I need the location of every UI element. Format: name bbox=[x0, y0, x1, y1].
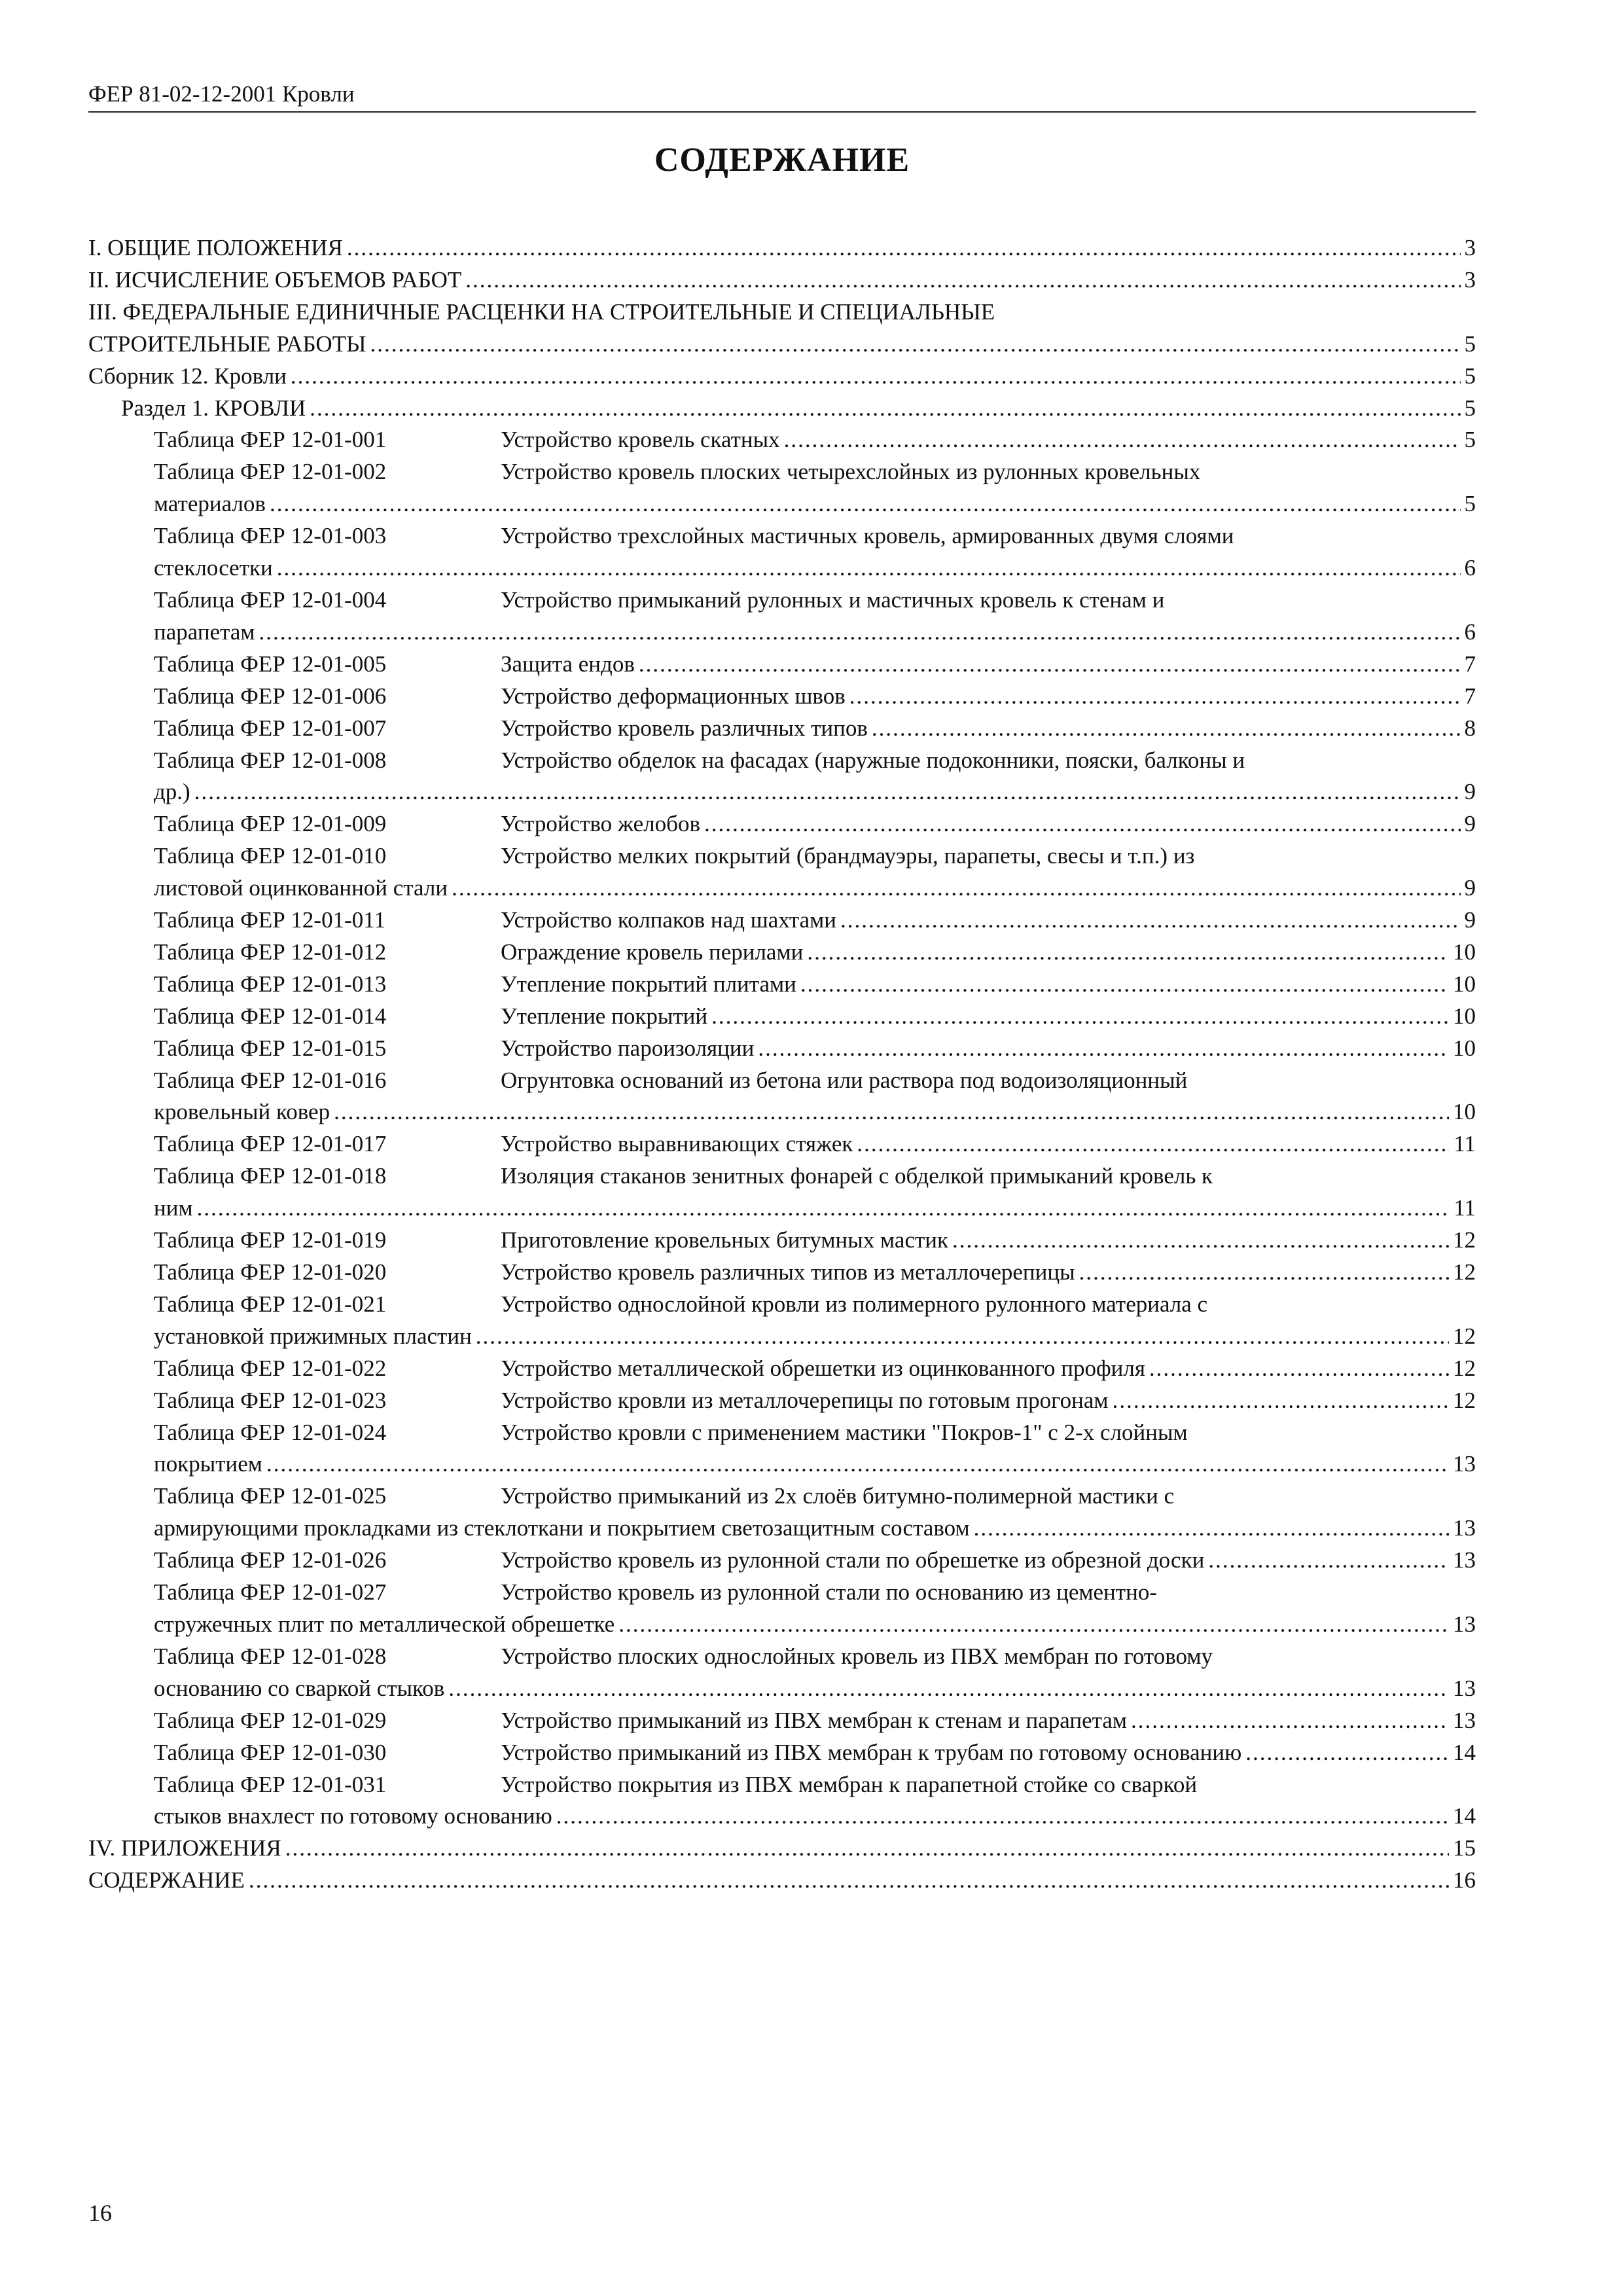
table-title: Устройство однослойной кровли из полимерного рулонного материала с bbox=[501, 1291, 1208, 1317]
toc-entry-last-line bbox=[154, 552, 1476, 584]
dot-leader bbox=[259, 617, 1461, 649]
table-code: Таблица ФЕР 12-01-022 bbox=[154, 1355, 387, 1381]
dot-leader bbox=[370, 329, 1461, 361]
toc-entry-last-line bbox=[154, 1801, 1476, 1833]
table-title: Устройство кровель плоских четырехслойных из рулонных кровельных bbox=[501, 459, 1201, 485]
toc-page-number: 14 bbox=[1453, 1739, 1476, 1765]
dot-leader bbox=[704, 808, 1461, 840]
dot-leader bbox=[1079, 1257, 1449, 1289]
dot-leader bbox=[465, 264, 1460, 296]
toc-entry-label: I. ОБЩИЕ ПОЛОЖЕНИЯ bbox=[88, 235, 343, 260]
table-code: Таблица ФЕР 12-01-019 bbox=[154, 1227, 387, 1253]
toc-entry-line bbox=[154, 1128, 1476, 1160]
toc-page-number: 3 bbox=[1464, 235, 1476, 260]
table-code: Таблица ФЕР 12-01-029 bbox=[154, 1707, 387, 1733]
table-code: Таблица ФЕР 12-01-021 bbox=[154, 1291, 387, 1317]
toc-page-number: 7 bbox=[1464, 651, 1476, 677]
toc-entry-table[interactable] bbox=[154, 1480, 1476, 1545]
table-code: Таблица ФЕР 12-01-006 bbox=[154, 683, 387, 709]
toc-entry-line bbox=[154, 424, 1476, 456]
toc-entry-label: Раздел 1. КРОВЛИ bbox=[121, 395, 306, 421]
toc-entry-label bbox=[154, 1545, 1204, 1577]
table-title: Устройство металлической обрешетки из оцинкованного профиля bbox=[501, 1355, 1145, 1381]
table-title: Устройство кровель из рулонной стали по основанию из цементно- bbox=[501, 1579, 1157, 1605]
dot-leader bbox=[266, 1448, 1449, 1480]
toc-entry-label: II. ИСЧИСЛЕНИЕ ОБЪЕМОВ РАБОТ bbox=[88, 266, 462, 293]
toc-entry-first-line bbox=[154, 1417, 1476, 1449]
toc-page-number: 3 bbox=[1464, 266, 1476, 293]
table-code: Таблица ФЕР 12-01-007 bbox=[154, 715, 387, 741]
table-code: Таблица ФЕР 12-01-014 bbox=[154, 1003, 387, 1029]
table-title: Устройство кровель скатных bbox=[501, 427, 780, 453]
toc-entry-label bbox=[154, 1257, 1075, 1289]
toc-page-number: 10 bbox=[1453, 1035, 1476, 1061]
toc-entry-table[interactable] bbox=[154, 1033, 1476, 1065]
toc-entry-last-line bbox=[154, 1513, 1476, 1545]
toc-entry-label bbox=[154, 1705, 1127, 1737]
table-title: Устройство примыканий из ПВХ мембран к трубам по готовому основанию bbox=[501, 1739, 1242, 1765]
toc-entry-label bbox=[154, 1737, 1241, 1769]
table-code: Таблица ФЕР 12-01-009 bbox=[154, 811, 387, 837]
table-title: Устройство кровель различных типов bbox=[501, 715, 868, 741]
toc-entry-label bbox=[154, 905, 836, 937]
toc-entry-first-line bbox=[154, 1160, 1476, 1193]
toc-entry-first-line bbox=[154, 456, 1476, 488]
toc-entry-table[interactable] bbox=[154, 1545, 1476, 1577]
dot-leader bbox=[849, 681, 1461, 713]
table-title: Устройство примыканий из ПВХ мембран к стенам и парапетам bbox=[501, 1707, 1128, 1733]
toc-page-number: 12 bbox=[1453, 1387, 1476, 1413]
toc-page-number: 13 bbox=[1453, 1515, 1476, 1541]
toc-entry-table[interactable] bbox=[154, 713, 1476, 745]
toc-page-number: 13 bbox=[1453, 1451, 1476, 1477]
toc-page-number: 13 bbox=[1453, 1547, 1476, 1573]
table-title-continued: стеклосетки bbox=[154, 555, 273, 581]
table-code: Таблица ФЕР 12-01-016 bbox=[154, 1067, 387, 1093]
toc-entry-first-line bbox=[154, 1289, 1476, 1321]
dot-leader bbox=[285, 1833, 1449, 1865]
toc-entry-table[interactable] bbox=[154, 1001, 1476, 1033]
table-title-continued: кровельный ковер bbox=[154, 1099, 330, 1125]
toc-entry-table[interactable] bbox=[154, 1417, 1476, 1481]
table-title-continued: основанию со сваркой стыков bbox=[154, 1675, 445, 1701]
table-title-continued: ним bbox=[154, 1195, 193, 1221]
table-title-continued: др.) bbox=[154, 779, 190, 805]
toc-page-number: 5 bbox=[1464, 331, 1476, 357]
table-title: Устройство трехслойных мастичных кровель, армированных двумя слоями bbox=[501, 523, 1234, 549]
toc-page-number: 13 bbox=[1453, 1707, 1476, 1733]
toc-entry-last-line bbox=[154, 617, 1476, 649]
toc-entry-first-line bbox=[154, 745, 1476, 777]
dot-leader bbox=[974, 1513, 1449, 1545]
table-title: Устройство кровли с применением мастики "Покров-1" с 2-х слойным bbox=[501, 1419, 1188, 1445]
toc-entry-table[interactable] bbox=[154, 1289, 1476, 1353]
table-code: Таблица ФЕР 12-01-023 bbox=[154, 1387, 387, 1413]
toc-entry-label bbox=[154, 808, 700, 840]
table-code: Таблица ФЕР 12-01-030 bbox=[154, 1739, 387, 1765]
toc-entry-first-line bbox=[154, 1769, 1476, 1801]
toc-page-number: 6 bbox=[1464, 619, 1476, 645]
toc-entry-label: Сборник 12. Кровли bbox=[88, 363, 287, 389]
toc-page-number: 11 bbox=[1454, 1131, 1476, 1157]
dot-leader bbox=[784, 424, 1461, 456]
table-of-contents bbox=[88, 232, 1476, 1897]
dot-leader bbox=[1131, 1705, 1449, 1737]
table-title: Утепление покрытий плитами bbox=[501, 971, 796, 997]
toc-page-number: 8 bbox=[1464, 715, 1476, 741]
toc-page-number: 9 bbox=[1464, 811, 1476, 837]
page-title: СОДЕРЖАНИЕ bbox=[654, 141, 910, 179]
table-title-continued: армирующими прокладками из стеклоткани и покрытием светозащитным составом bbox=[154, 1515, 970, 1541]
toc-page-number: 9 bbox=[1464, 875, 1476, 901]
toc-entry-line bbox=[154, 1257, 1476, 1289]
toc-entry-table[interactable] bbox=[154, 1353, 1476, 1385]
table-title: Утепление покрытий bbox=[501, 1003, 708, 1029]
toc-entry-table[interactable] bbox=[154, 1225, 1476, 1257]
toc-entry-table[interactable] bbox=[154, 424, 1476, 456]
toc-entry-first-line bbox=[154, 1641, 1476, 1673]
table-code: Таблица ФЕР 12-01-018 bbox=[154, 1163, 387, 1189]
toc-entry-table[interactable] bbox=[154, 808, 1476, 840]
toc-entry-label bbox=[154, 969, 796, 1001]
dot-leader bbox=[277, 552, 1461, 584]
toc-entry-table[interactable] bbox=[154, 1385, 1476, 1417]
table-code: Таблица ФЕР 12-01-026 bbox=[154, 1547, 387, 1573]
dot-leader bbox=[448, 1673, 1449, 1705]
toc-page-number: 11 bbox=[1454, 1195, 1476, 1221]
toc-entry-label bbox=[154, 1033, 754, 1065]
toc-tables-list bbox=[88, 424, 1476, 1833]
running-header: ФЕР 81-02-12-2001 Кровли bbox=[88, 77, 1476, 113]
toc-entry-table[interactable] bbox=[154, 905, 1476, 937]
dot-leader bbox=[800, 969, 1449, 1001]
table-title: Устройство плоских однослойных кровель из ПВХ мембран по готовому bbox=[501, 1643, 1213, 1669]
toc-entry-first-line bbox=[154, 1480, 1476, 1513]
table-title: Устройство примыканий рулонных и мастичных кровель к стенам и bbox=[501, 586, 1165, 613]
toc-page-number: 9 bbox=[1464, 907, 1476, 933]
toc-entry-line bbox=[154, 969, 1476, 1001]
toc-entry-label: СОДЕРЖАНИЕ bbox=[88, 1867, 245, 1893]
toc-entry-line bbox=[154, 1545, 1476, 1577]
dot-leader bbox=[452, 872, 1460, 905]
toc-page-number: 12 bbox=[1453, 1227, 1476, 1253]
table-title: Устройство выравнивающих стяжек bbox=[501, 1131, 853, 1157]
toc-entry-last-line bbox=[154, 488, 1476, 520]
table-code: Таблица ФЕР 12-01-013 bbox=[154, 971, 387, 997]
toc-page-number: 9 bbox=[1464, 779, 1476, 805]
dot-leader bbox=[840, 905, 1460, 937]
toc-entry-table[interactable] bbox=[154, 1160, 1476, 1225]
toc-entry-first-line bbox=[154, 1577, 1476, 1609]
table-title: Устройство кровли из металлочерепицы по готовым прогонам bbox=[501, 1387, 1109, 1413]
table-code: Таблица ФЕР 12-01-027 bbox=[154, 1579, 387, 1605]
toc-entry-table[interactable] bbox=[154, 1641, 1476, 1705]
toc-entry-label bbox=[154, 1353, 1145, 1385]
table-code: Таблица ФЕР 12-01-003 bbox=[154, 523, 387, 549]
dot-leader bbox=[476, 1321, 1449, 1353]
toc-page-number: 13 bbox=[1453, 1675, 1476, 1701]
table-title: Устройство желобов bbox=[501, 811, 700, 837]
table-code: Таблица ФЕР 12-01-024 bbox=[154, 1419, 387, 1445]
toc-entry-section-2[interactable] bbox=[88, 264, 1476, 296]
toc-entry-table[interactable] bbox=[154, 937, 1476, 969]
toc-entry-label-top: III. ФЕДЕРАЛЬНЫЕ ЕДИНИЧНЫЕ РАСЦЕНКИ НА СТРОИТЕЛЬНЫЕ И СПЕЦИАЛЬНЫЕ bbox=[88, 298, 995, 325]
table-title: Защита ендов bbox=[501, 651, 635, 677]
toc-entry-label bbox=[154, 713, 868, 745]
toc-entry-label bbox=[154, 424, 780, 456]
table-title: Устройство обделок на фасадах (наружные подоконники, пояски, балконы и bbox=[501, 747, 1245, 773]
table-title: Изоляция стаканов зенитных фонарей с обделкой примыканий кровель к bbox=[501, 1163, 1213, 1189]
table-title: Устройство кровель различных типов из металлочерепицы bbox=[501, 1259, 1075, 1285]
dot-leader bbox=[194, 776, 1461, 808]
toc-entry-table[interactable] bbox=[154, 1065, 1476, 1129]
toc-entry-line bbox=[154, 1353, 1476, 1385]
table-code: Таблица ФЕР 12-01-011 bbox=[154, 907, 385, 933]
toc-entry-table[interactable] bbox=[154, 1128, 1476, 1160]
toc-page-number: 5 bbox=[1464, 427, 1476, 453]
toc-entry-table[interactable] bbox=[154, 1737, 1476, 1769]
toc-entry-table[interactable] bbox=[154, 520, 1476, 584]
dot-leader bbox=[197, 1193, 1450, 1225]
toc-entry-first-line bbox=[154, 584, 1476, 617]
table-code: Таблица ФЕР 12-01-004 bbox=[154, 586, 387, 613]
table-title: Огрунтовка оснований из бетона или раствора под водоизоляционный bbox=[501, 1067, 1188, 1093]
dot-leader bbox=[872, 713, 1461, 745]
toc-entry-last-line bbox=[154, 1096, 1476, 1128]
toc-entry-section-1[interactable] bbox=[88, 232, 1476, 264]
page-number: 16 bbox=[88, 2200, 112, 2226]
toc-entry-label bbox=[154, 1128, 853, 1160]
table-code: Таблица ФЕР 12-01-028 bbox=[154, 1643, 387, 1669]
toc-entry-appendices[interactable] bbox=[88, 1833, 1476, 1865]
table-code: Таблица ФЕР 12-01-012 bbox=[154, 939, 387, 965]
table-title-continued: парапетам bbox=[154, 619, 255, 645]
table-title-continued: установкой прижимных пластин bbox=[154, 1323, 472, 1349]
toc-entry-table[interactable] bbox=[154, 1705, 1476, 1737]
toc-page-number: 10 bbox=[1453, 1099, 1476, 1125]
table-title: Устройство кровель из рулонной стали по обрешетке из обрезной доски bbox=[501, 1547, 1205, 1573]
toc-page-number: 15 bbox=[1453, 1835, 1476, 1861]
toc-page-number: 14 bbox=[1453, 1803, 1476, 1829]
toc-entry-table[interactable] bbox=[154, 1577, 1476, 1641]
toc-entry-line bbox=[154, 1225, 1476, 1257]
dot-leader bbox=[556, 1801, 1449, 1833]
toc-entry-last-line bbox=[154, 1193, 1476, 1225]
toc-page-number: 6 bbox=[1464, 555, 1476, 581]
toc-entry-line bbox=[154, 681, 1476, 713]
toc-entry-line bbox=[154, 937, 1476, 969]
toc-entry-label bbox=[154, 1385, 1109, 1417]
toc-entry-label bbox=[154, 649, 635, 681]
dot-leader bbox=[807, 937, 1449, 969]
table-title: Устройство покрытия из ПВХ мембран к парапетной стойке со сваркой bbox=[501, 1771, 1198, 1797]
toc-entry-table[interactable] bbox=[154, 456, 1476, 520]
table-code: Таблица ФЕР 12-01-005 bbox=[154, 651, 387, 677]
toc-page-number: 7 bbox=[1464, 683, 1476, 709]
toc-entry-line bbox=[154, 1705, 1476, 1737]
table-code: Таблица ФЕР 12-01-008 bbox=[154, 747, 387, 773]
toc-entry-label bbox=[154, 1001, 707, 1033]
toc-page-number: 10 bbox=[1453, 1003, 1476, 1029]
toc-entry-section-3[interactable] bbox=[88, 296, 1476, 361]
toc-entry-last-line bbox=[154, 776, 1476, 808]
toc-entry-label bbox=[154, 681, 846, 713]
dot-leader bbox=[1149, 1353, 1449, 1385]
toc-entry-line bbox=[154, 1737, 1476, 1769]
table-code: Таблица ФЕР 12-01-015 bbox=[154, 1035, 387, 1061]
toc-entry-label bbox=[154, 1225, 948, 1257]
toc-entry-table[interactable] bbox=[154, 840, 1476, 905]
toc-entry-label: СТРОИТЕЛЬНЫЕ РАБОТЫ bbox=[88, 331, 366, 357]
toc-entry-line bbox=[154, 1033, 1476, 1065]
table-code: Таблица ФЕР 12-01-010 bbox=[154, 843, 387, 869]
table-code: Таблица ФЕР 12-01-031 bbox=[154, 1771, 387, 1797]
table-code: Таблица ФЕР 12-01-025 bbox=[154, 1483, 387, 1509]
dot-leader bbox=[711, 1001, 1449, 1033]
toc-entry-last-line bbox=[154, 1321, 1476, 1353]
toc-entry-last-line bbox=[154, 1673, 1476, 1705]
dot-leader bbox=[857, 1128, 1450, 1160]
table-title: Устройство колпаков над шахтами bbox=[501, 907, 837, 933]
dot-leader bbox=[270, 488, 1461, 520]
toc-page-number: 16 bbox=[1453, 1867, 1476, 1893]
toc-page-number: 5 bbox=[1464, 363, 1476, 389]
toc-entry-table[interactable] bbox=[154, 1257, 1476, 1289]
toc-entry-table[interactable] bbox=[154, 969, 1476, 1001]
toc-entry-label bbox=[154, 937, 803, 969]
dot-leader bbox=[1245, 1737, 1449, 1769]
toc-entry-table[interactable] bbox=[154, 584, 1476, 649]
table-title: Устройство мелких покрытий (брандмауэры, парапеты, свесы и т.п.) из bbox=[501, 843, 1195, 869]
table-code: Таблица ФЕР 12-01-002 bbox=[154, 459, 387, 485]
toc-page-number: 5 bbox=[1464, 491, 1476, 517]
table-title: Устройство пароизоляции bbox=[501, 1035, 755, 1061]
table-title: Приготовление кровельных битумных мастик bbox=[501, 1227, 949, 1253]
table-code: Таблица ФЕР 12-01-017 bbox=[154, 1131, 387, 1157]
table-code: Таблица ФЕР 12-01-020 bbox=[154, 1259, 387, 1285]
dot-leader bbox=[334, 1096, 1449, 1128]
toc-entry-table[interactable] bbox=[154, 681, 1476, 713]
table-title: Устройство деформационных швов bbox=[501, 683, 846, 709]
toc-entry-last-line bbox=[154, 1448, 1476, 1480]
table-title-continued: стружечных плит по металлической обрешетке bbox=[154, 1611, 615, 1637]
toc-entry-line bbox=[154, 905, 1476, 937]
table-title-continued: листовой оцинкованной стали bbox=[154, 875, 448, 901]
dot-leader bbox=[249, 1865, 1449, 1897]
toc-entry-contents[interactable] bbox=[88, 1865, 1476, 1897]
dot-leader bbox=[618, 1609, 1449, 1641]
dot-leader bbox=[1113, 1385, 1449, 1417]
table-title-continued: стыков внахлест по готовому основанию bbox=[154, 1803, 552, 1829]
toc-entry-section-roofs[interactable] bbox=[121, 393, 1476, 425]
dot-leader bbox=[952, 1225, 1449, 1257]
dot-leader bbox=[310, 393, 1460, 425]
toc-page-number: 12 bbox=[1453, 1323, 1476, 1349]
toc-entry-first-line bbox=[154, 520, 1476, 552]
table-title-continued: покрытием bbox=[154, 1451, 262, 1477]
toc-page-number: 10 bbox=[1453, 939, 1476, 965]
toc-entry-last-line bbox=[154, 1609, 1476, 1641]
toc-entry-table[interactable] bbox=[154, 649, 1476, 681]
toc-entry-label: IV. ПРИЛОЖЕНИЯ bbox=[88, 1835, 281, 1861]
dot-leader bbox=[347, 232, 1461, 264]
toc-entry-line bbox=[154, 1385, 1476, 1417]
dot-leader bbox=[758, 1033, 1449, 1065]
toc-entry-line bbox=[154, 713, 1476, 745]
table-code: Таблица ФЕР 12-01-001 bbox=[154, 427, 387, 453]
table-title: Устройство примыканий из 2х слоёв битумно-полимерной мастики с bbox=[501, 1483, 1175, 1509]
toc-page-number: 5 bbox=[1464, 395, 1476, 421]
toc-entry-first-line bbox=[154, 840, 1476, 872]
toc-entry-line bbox=[154, 808, 1476, 840]
toc-entry-line bbox=[154, 1001, 1476, 1033]
toc-entry-first-line bbox=[154, 1065, 1476, 1097]
dot-leader bbox=[639, 649, 1461, 681]
toc-entry-table[interactable] bbox=[154, 1769, 1476, 1833]
dot-leader bbox=[1208, 1545, 1449, 1577]
table-title: Ограждение кровель перилами bbox=[501, 939, 804, 965]
dot-leader bbox=[291, 361, 1461, 393]
toc-page-number: 12 bbox=[1453, 1259, 1476, 1285]
toc-page-number: 12 bbox=[1453, 1355, 1476, 1381]
toc-page-number: 10 bbox=[1453, 971, 1476, 997]
toc-entry-table[interactable] bbox=[154, 745, 1476, 809]
toc-entry-line bbox=[154, 649, 1476, 681]
toc-page-number: 13 bbox=[1453, 1611, 1476, 1637]
toc-entry-collection[interactable] bbox=[88, 361, 1476, 393]
toc-entry-last-line bbox=[154, 872, 1476, 905]
table-title-continued: материалов bbox=[154, 491, 266, 517]
